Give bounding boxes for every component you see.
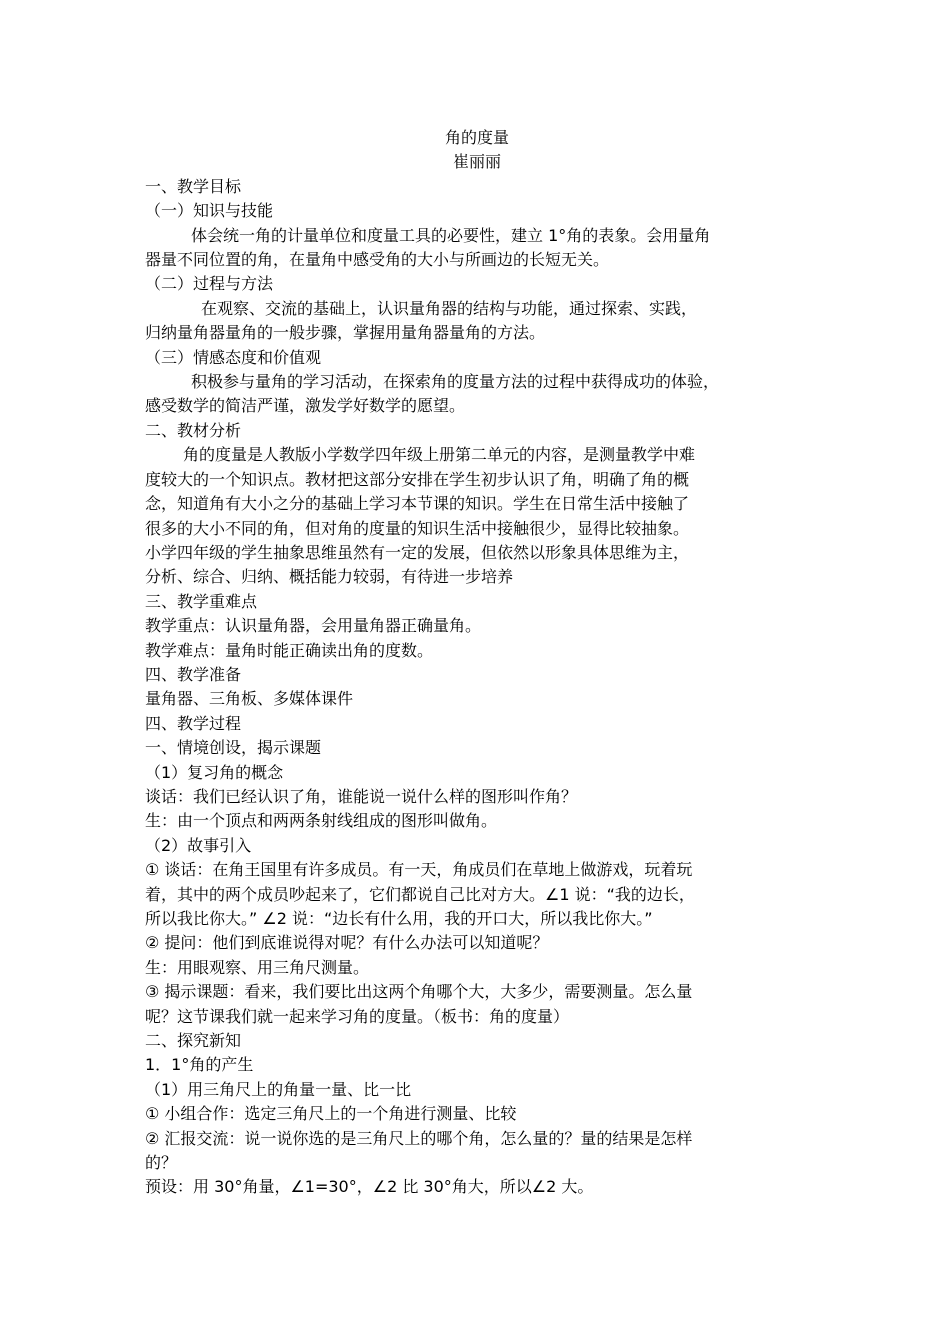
- paragraph-line: 生：由一个顶点和两两条射线组成的图形叫做角。: [145, 811, 498, 831]
- subheading-situation: 一、情境创设，揭示课题: [145, 738, 322, 758]
- paragraph-line: 感受数学的简洁严谨，激发学好数学的愿望。: [145, 396, 466, 416]
- paragraph-line: 教学难点：量角时能正确读出角的度数。: [145, 640, 434, 660]
- paragraph-line: 着，其中的两个成员吵起来了，它们都说自己比对方大。∠1 说：“我的边长，: [145, 884, 695, 904]
- subheading-process-method: （二）过程与方法: [145, 274, 274, 294]
- paragraph-line: 念，知道角有大小之分的基础上学习本节课的知识。学生在日常生活中接触了: [145, 494, 690, 514]
- heading-teaching-goals: 一、教学目标: [145, 176, 242, 196]
- paragraph-line: 预设：用 30°角量，∠1=30°，∠2 比 30°角大，所以∠2 大。: [145, 1177, 594, 1197]
- paragraph-line: 角的度量是人教版小学数学四年级上册第二单元的内容，是测量教学中难: [183, 445, 696, 465]
- paragraph-line: ② 汇报交流：说一说你选的是三角尺上的哪个角，怎么量的？量的结果是怎样: [145, 1128, 693, 1148]
- paragraph-line: 所以我比你大。” ∠2 说：“边长有什么用，我的开口大，所以我比你大。”: [145, 909, 653, 928]
- heading-teaching-process: 四、教学过程: [145, 713, 242, 733]
- paragraph-line: ③ 揭示课题：看来，我们要比出这两个角哪个大，大多少，需要测量。怎么量: [145, 982, 693, 1002]
- paragraph-line: ② 提问：他们到底谁说得对呢？有什么办法可以知道呢？: [145, 933, 549, 953]
- paragraph-line: 分析、综合、归纳、概括能力较弱，有待进一步培养: [145, 567, 514, 587]
- paragraph-line: 1．1°角的产生: [145, 1055, 254, 1075]
- paragraph-line: 归纳量角器量角的一般步骤，掌握用量角器量角的方法。: [145, 323, 546, 343]
- document-page: [145, 126, 809, 1200]
- subheading-knowledge-skills: （一）知识与技能: [145, 201, 274, 221]
- paragraph-line: 谈话：我们已经认识了角，谁能说一说什么样的图形叫作角？: [145, 786, 578, 806]
- heading-key-points: 三、教学重难点: [145, 591, 258, 611]
- paragraph-line: 的？: [145, 1153, 178, 1173]
- paragraph-line: 器量不同位置的角，在量角中感受角的大小与所画边的长短无关。: [145, 250, 610, 270]
- paragraph-line: 在观察、交流的基础上，认识量角器的结构与功能，通过探索、实践，: [201, 298, 698, 318]
- document-author: 崔丽丽: [452, 152, 501, 172]
- paragraph-line: 体会统一角的计量单位和度量工具的必要性，建立 1°角的表象。会用量角: [191, 225, 711, 245]
- paragraph-line: 生：用眼观察、用三角尺测量。: [145, 957, 370, 977]
- paragraph-line: 量角器、三角板、多媒体课件: [145, 689, 354, 709]
- document-title: 角的度量: [444, 128, 509, 147]
- paragraph-line: （2）故事引入: [145, 835, 252, 855]
- paragraph-line: 教学重点：认识量角器，会用量角器正确量角。: [145, 616, 482, 636]
- paragraph-line: 很多的大小不同的角，但对角的度量的知识生活中接触很少，显得比较抽象。: [145, 518, 690, 538]
- paragraph-line: ① 谈话：在角王国里有许多成员。有一天，角成员们在草地上做游戏，玩着玩: [145, 860, 693, 880]
- paragraph-line: （1）用三角尺上的角量一量、比一比: [145, 1079, 412, 1099]
- paragraph-line: 小学四年级的学生抽象思维虽然有一定的发展，但依然以形象具体思维为主，: [145, 542, 690, 562]
- paragraph-line: 度较大的一个知识点。教材把这部分安排在学生初步认识了角，明确了角的概: [145, 469, 690, 489]
- heading-material-analysis: 二、教材分析: [145, 420, 242, 440]
- paragraph-line: 积极参与量角的学习活动，在探索角的度量方法的过程中获得成功的体验，: [191, 372, 720, 392]
- paragraph-line: ① 小组合作：选定三角尺上的一个角进行测量、比较: [145, 1104, 517, 1124]
- paragraph-line: 呢？这节课我们就一起来学习角的度量。（板书：角的度量）: [145, 1006, 570, 1026]
- subheading-explore: 二、探究新知: [145, 1031, 242, 1051]
- paragraph-line: （1）复习角的概念: [145, 762, 284, 782]
- subheading-attitude-values: （三）情感态度和价值观: [145, 347, 322, 367]
- heading-preparation: 四、教学准备: [145, 664, 242, 684]
